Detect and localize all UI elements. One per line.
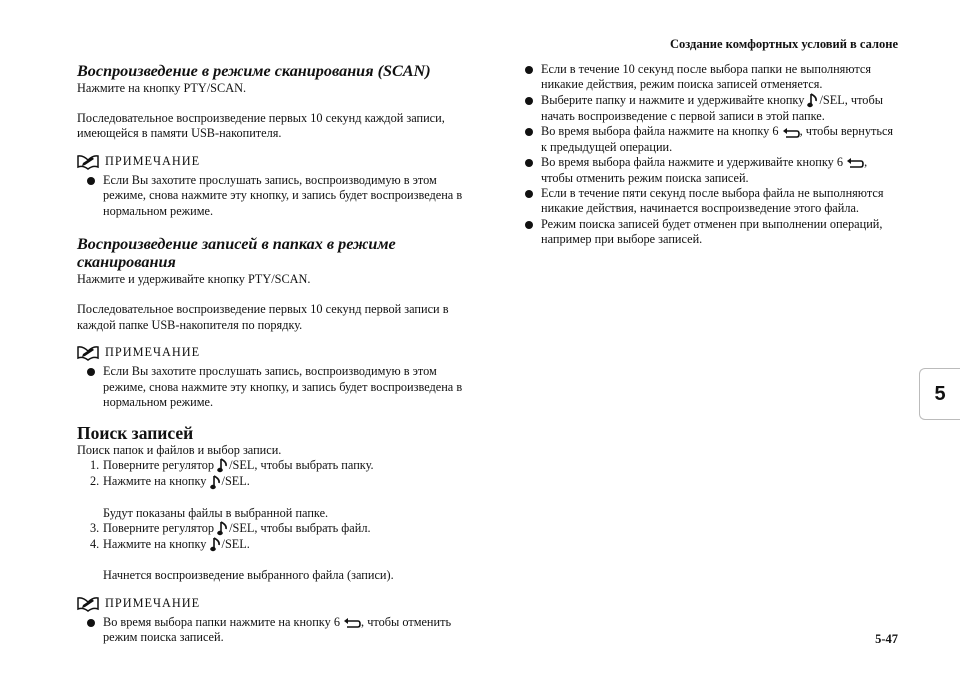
search-title: Поиск записей [77,423,194,444]
step-number: 3. [90,521,100,536]
note-text: Во время выбора файла нажмите и удерживайте кнопку 6 [541,155,847,170]
page-number: 5-47 [875,632,898,646]
note-text: Выберите папку и нажмите и удерживайте кнопку [541,92,808,107]
scan-instruction: Нажмите на кнопку PTY/SCAN. [77,80,247,95]
return-arrow-icon [846,157,864,169]
note-text: Во время выбора файла нажмите на кнопку 6 [541,124,782,139]
note-pencil-icon [77,154,99,170]
note-text: Если в течение пяти секунд после выбора файла не выполняются никакие действия, начинается воспроизведение этого файла. [541,186,884,216]
music-note-icon [210,537,222,553]
step-number: 2. [90,474,100,489]
note-text: Если Вы захотите прослушать запись, воспроизводимую в этом режиме, снова нажмите эту кнопку, и запись будет воспроизведена в нормальном режиме. [103,172,463,218]
note-label: ПРИМЕЧАНИЕ [105,345,201,360]
note-pencil-icon [77,345,99,361]
note-text: Во время выбора папки нажмите на кнопку 6 [103,614,344,629]
music-note-icon [217,521,229,537]
scan-description: Последовательное воспроизведение первых 10 секунд каждой записи, имеющейся в памяти USB-накопителя. [77,110,445,141]
list-item [523,93,898,125]
step-result: Будут показаны файлы в выбранной папке. [103,505,329,520]
music-note-icon [210,475,222,491]
step-item [90,458,477,474]
chapter-tab: 5 [919,368,960,420]
music-note-icon [217,458,229,474]
note-text: Если в течение 10 секунд после выбора папки не выполняются никакие действия, режим поиска записей отменяется. [541,62,871,92]
search-intro: Поиск папок и файлов и выбор записи. [77,442,282,457]
right-column [523,62,898,248]
music-note-icon [807,93,819,109]
search-steps [77,458,477,584]
note-text: /SEL, чтобы начать воспроизведение с первой записи в этой папке. [541,92,883,123]
folder-scan-title-line2: сканирования [77,253,176,272]
note-header [77,345,477,361]
list-item [523,155,898,186]
note-header [77,154,477,170]
note-pencil-icon [77,596,99,612]
scan-note-list [77,173,477,219]
folder-description: Последовательное воспроизведение первых 10 секунд первой записи в каждой папке USB-накопителя по порядку. [77,302,449,332]
step-text: /SEL. [221,537,250,552]
step-item [90,521,477,537]
return-arrow-icon [343,617,361,629]
note-header [77,596,477,612]
step-number: 4. [90,537,100,552]
note-text: , чтобы отменить режим поиска записей. [541,155,868,185]
step-text: Поверните регулятор [103,458,218,473]
list-item [523,62,898,93]
note-text: , чтобы вернуться к предыдущей операции. [541,124,894,154]
list-item [523,186,898,217]
folder-instruction: Нажмите и удерживайте кнопку PTY/SCAN. [77,271,311,286]
note-text: , чтобы отменить режим поиска записей. [103,614,452,645]
step-text: Нажмите на кнопку [103,537,210,552]
note-text: Если Вы захотите прослушать запись, воспроизводимую в этом режиме, снова нажмите эту кнопку, и запись будет воспроизведена в нормальном режиме. [103,364,463,409]
list-item [85,615,477,646]
list-item [523,217,898,248]
step-item [90,474,477,521]
return-arrow-icon [782,127,800,139]
step-text: /SEL. [221,474,250,489]
step-text: /SEL, чтобы выбрать папку. [229,458,374,473]
step-item [90,537,477,584]
scan-title: Воспроизведение в режиме сканирования (SCAN) [77,62,431,80]
left-column [77,62,477,646]
step-text: Нажмите на кнопку [103,474,210,489]
note-label: ПРИМЕЧАНИЕ [105,596,201,611]
list-item [85,364,477,410]
note-label: ПРИМЕЧАНИЕ [105,154,201,169]
note-text: Режим поиска записей будет отменен при выполнении операций, например при выборе записей. [541,216,883,247]
list-item [85,173,477,219]
page-header: Создание комфортных условий в салоне [669,37,898,51]
step-text: Поверните регулятор [103,521,218,536]
folder-scan-title-line1: Воспроизведение записей в папках в режиме [77,234,396,253]
list-item [523,124,898,155]
step-result: Начнется воспроизведение выбранного файла (записи). [103,568,394,583]
search-note-list [77,615,477,646]
folder-note-list [77,364,477,410]
search-notes-continued [523,62,898,248]
step-number: 1. [90,458,100,473]
step-text: /SEL, чтобы выбрать файл. [229,521,371,536]
